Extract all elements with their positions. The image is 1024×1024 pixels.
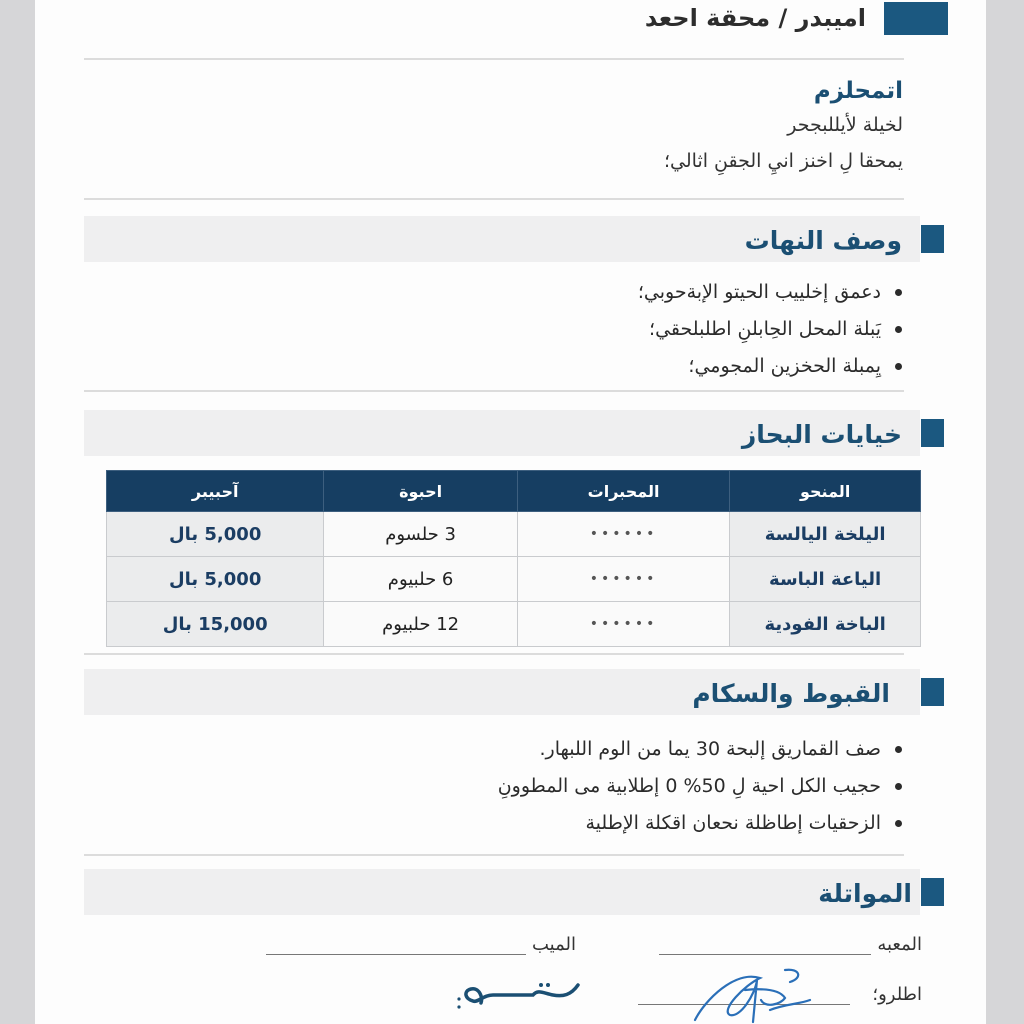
section-marker-icon [921,678,944,706]
price-cell: 5,000 بال [107,557,324,602]
column-header-features: المحبرات [517,471,729,512]
client-signature-line[interactable] [659,953,871,955]
party-line-2: يمحقا لِ اخنز انيِ الجقنِ اثالي؛ [663,150,903,172]
bullet-icon [895,746,902,753]
table-header-row [107,471,921,512]
handwritten-signature-icon [453,975,583,1015]
package-cell: الياعة الباسة [730,557,921,602]
contract-page [35,0,986,1024]
features-cell: •••••• [517,512,729,557]
section-marker-icon [921,419,944,447]
client-label: المعبه [877,934,922,955]
features-cell: •••••• [517,557,729,602]
package-cell: الباخة الفودية [730,602,921,647]
bullet-icon [895,289,902,296]
provider-label: الميب [532,934,576,955]
document-title: اميبدر / محقة احعد [644,4,866,32]
duration-cell: 12 حلبيوم [324,602,517,647]
section-marker-icon [921,225,944,253]
divider [84,653,904,655]
divider [84,854,904,856]
features-cell: •••••• [517,602,729,647]
section-header-approval [84,869,920,915]
terms-list [498,731,902,842]
party-info [664,78,903,186]
section-title-approval: المواتلة [818,879,912,908]
bullet-icon [895,326,902,333]
bullet-icon [895,783,902,790]
divider [84,198,904,200]
table-row [107,602,921,647]
table-row [107,557,921,602]
section-title-terms: القبوط والسكام [692,679,890,708]
date-label: اطلرو؛ [872,984,922,1005]
column-header-package: المنحو [730,471,921,512]
bullet-icon [895,363,902,370]
divider [84,390,904,392]
list-item: صف القماريق إلبحة 30 يما من الوم اللبهار. [498,731,902,768]
price-cell: 5,000 بال [107,512,324,557]
pricing-table [106,470,921,647]
provider-signature-field[interactable] [266,934,576,955]
list-item: حجيب الكل احية لِ 50% 0 إطلابية مى المطوونِ [498,768,902,805]
table-row [107,512,921,557]
section-title-pricing: خيايات البحاز [741,420,902,449]
provider-signature-line[interactable] [266,953,526,955]
document-header [645,0,948,36]
price-cell: 15,000 بال [107,602,324,647]
list-item: يِمبلة الحخزين المجومي؛ [638,348,902,385]
section-marker-icon [921,878,944,906]
bullet-icon [895,820,902,827]
divider [84,58,904,60]
package-cell: اليلخة اليالسة [730,512,921,557]
section-title-description: وصف النهات [744,226,902,255]
party-line-1: لخيلة لأيللبجحر [787,114,903,136]
list-item: دعمق إخلييب الحيتو الإبةحوبي؛ [638,274,902,311]
description-list [638,274,902,385]
duration-cell: 6 حلبيوم [324,557,517,602]
handwritten-signature-icon [685,960,815,1024]
column-header-price: آحبيبر [107,471,324,512]
party-title: اتمحلزم [813,78,903,104]
list-item: الزحقيات إطاظلة نحعان اقكلة الإطلية [498,805,902,842]
title-accent-block [884,2,948,35]
duration-cell: 3 حلسوم [324,512,517,557]
column-header-duration: احبوة [324,471,517,512]
list-item: يَبلة المحل الحِابلنِ اطلبلحقي؛ [638,311,902,348]
client-signature-field[interactable] [659,934,922,955]
